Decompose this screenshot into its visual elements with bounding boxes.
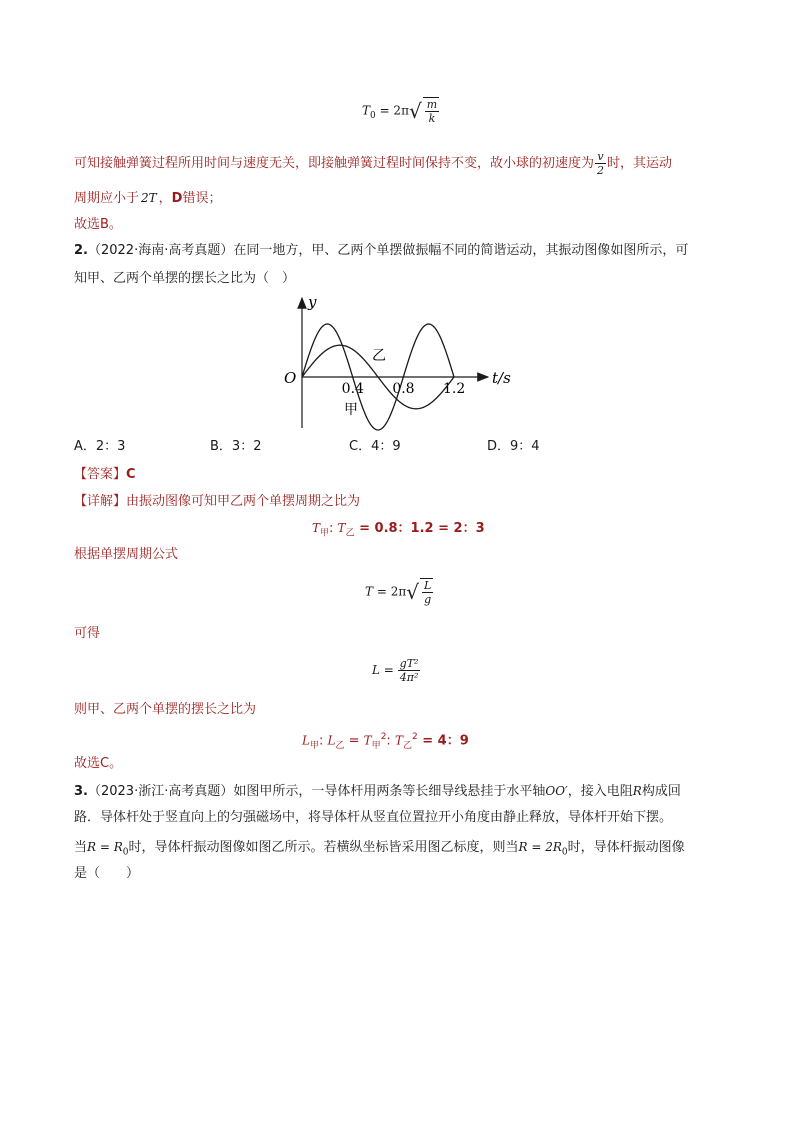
length-ratio: $L_甲$: $L_乙 = T_甲^2$: $T_乙^2 = 4$：9 [302, 732, 469, 751]
x-tick-label-0.4: 0.4 [341, 381, 364, 397]
y-axis-label: y [308, 293, 317, 311]
detail: 【详解】由振动图像可知甲乙两个单摆周期之比为 [74, 494, 361, 509]
option-c: C．4：9 [349, 439, 401, 454]
answer: 【答案】C [74, 467, 136, 482]
formula-intro: 根据单摆周期公式 [74, 547, 179, 562]
choose-b: 故选B。 [74, 217, 122, 232]
formula-t0: $T_0 = 2\pi√$ $\frac{m}{k}$ [362, 98, 438, 125]
x-tick-label-0.8: 0.8 [392, 381, 415, 397]
x-tick-label-1.2: 1.2 [443, 381, 466, 397]
series-yi-label: 乙 [372, 348, 386, 364]
paragraph-line-2: 周期应小于 2T ，D错误； [74, 191, 222, 206]
q3-line-4: 是（ ） [74, 866, 140, 881]
choose-c: 故选C。 [74, 756, 123, 771]
series-jia-label: 甲 [344, 402, 358, 418]
then-text: 则甲、乙两个单摆的摆长之比为 [74, 702, 257, 717]
q3-line-2: 路．导体杆处于竖直向上的匀强磁场中，将导体杆从竖直位置拉开小角度由静止释放，导体杆开始下摆。 [74, 810, 673, 825]
formula-L: L = $\frac{\text{gT²}}{\text{4π²}}$ [372, 657, 419, 684]
formula-T: T = 2π√ $\frac{L}{g}$ [365, 579, 432, 606]
period-ratio: $T_甲$: $T_乙 = 0.8$：1.2 = 2：3 [312, 521, 485, 539]
option-a: A．2：3 [74, 439, 126, 454]
q3-line-1: 3.（2023·浙江·高考真题）如图甲所示，一导体杆用两条等长细导线悬挂于水平轴OO′，接入电阻R构成回 [74, 784, 681, 799]
paragraph-line-1: 可知接触弹簧过程所用时间与速度无关，即接触弹簧过程时间保持不变，故小球的初速度为 $\frac{v}{2}$ 时，其运动 [74, 150, 673, 177]
q2-line-1: 2.（2022·海南·高考真题）在同一地方，甲、乙两个单摆做振幅不同的简谐运动，其振动图像如图所示，可 [74, 243, 689, 258]
q3-line-3: 当$R = R_0$时，导体杆振动图像如图乙所示。若横纵坐标皆采用图乙标度，则当$R = 2R_0$时，导体杆振动图像 [74, 840, 685, 858]
option-b: B．3：2 [210, 439, 262, 454]
x-axis-label: t/s [492, 369, 511, 387]
origin-label: O [284, 369, 297, 387]
can-get: 可得 [74, 626, 101, 641]
option-d: D．9：4 [487, 439, 540, 454]
q2-line-2: 知甲、乙两个单摆的摆长之比为（ ） [74, 271, 296, 286]
oscillation-chart [270, 290, 520, 435]
